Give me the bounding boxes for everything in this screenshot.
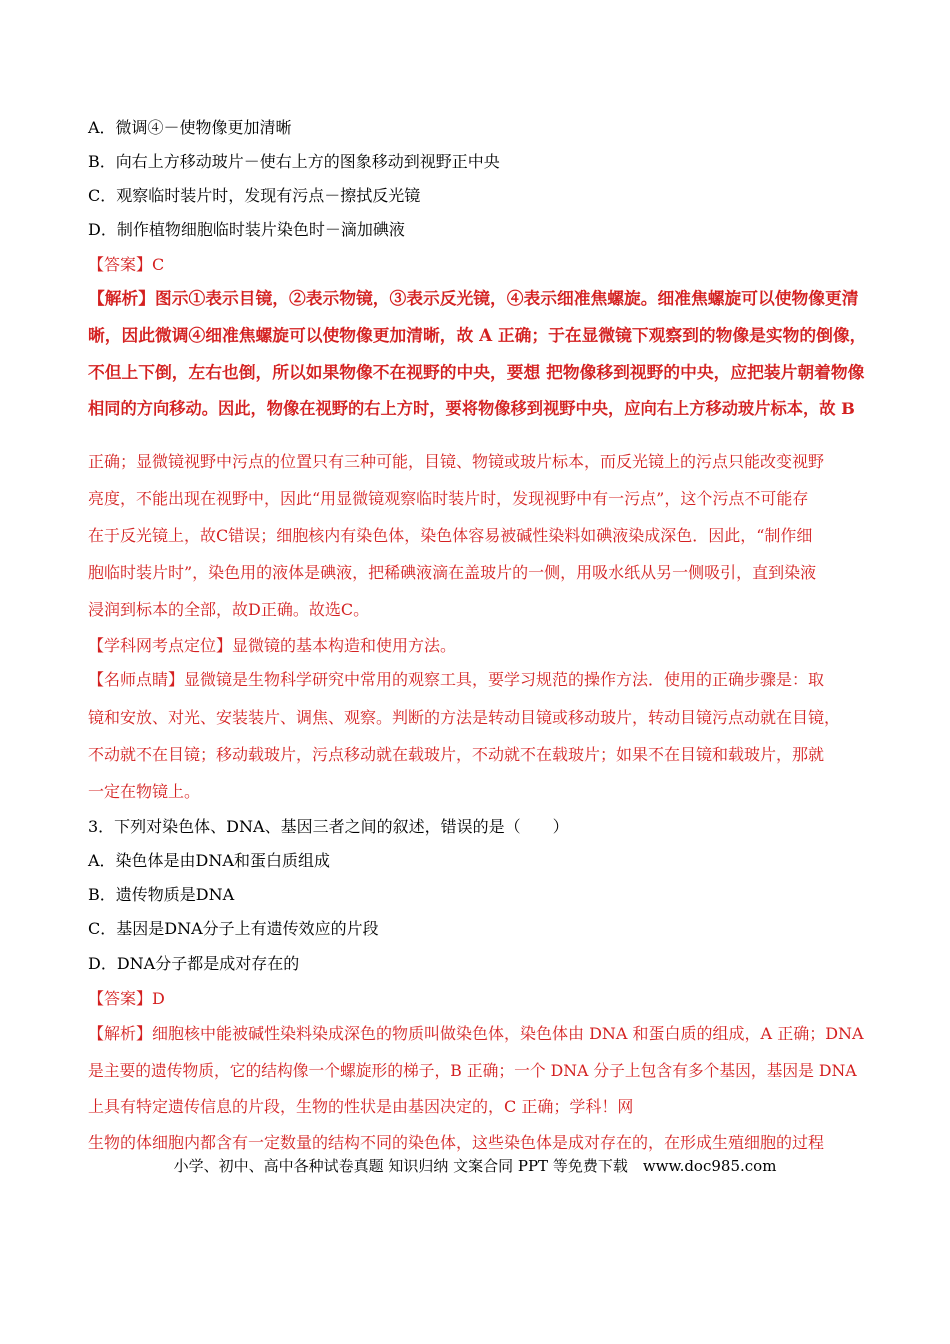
dianjing-line: 镜和安放、对光、安装装片、调焦、观察。判断的方法是转动目镜或移动玻片，转动目镜污点动就在目镜，: [88, 708, 841, 727]
option-c: C．观察临时装片时，发现有污点－擦拭反光镜: [88, 186, 421, 205]
analysis-line: 浸润到标本的全部，故D正确。故选C。: [88, 600, 370, 619]
analysis-line: 【解析】细胞核中能被碱性染料染成深色的物质叫做染色体，染色体由 DNA 和蛋白质的组成，A 正确；DNA: [88, 1024, 864, 1043]
analysis-line: 在于反光镜上，故C错误；细胞核内有染色体，染色体容易被碱性染料如碘液染成深色．因此，“制作细: [88, 526, 813, 545]
analysis-line: 【解析】图示①表示目镜，②表示物镜，③表示反光镜，④表示细准焦螺旋。细准焦螺旋可以使物像更清: [88, 288, 859, 308]
analysis-line: 胞临时装片时”，染色用的液体是碘液，把稀碘液滴在盖玻片的一侧，用吸水纸从另一侧吸引，直到染液: [88, 563, 817, 582]
analysis-line: 晰，因此微调④细准焦螺旋可以使物像更加清晰，故 A 正确；于在显微镜下观察到的物像是实物的倒像，: [88, 325, 867, 345]
analysis-line: 相同的方向移动。因此，物像在视野的右上方时，要将物像移到视野中央，应向右上方移动玻片标本，故 B: [88, 399, 855, 418]
answer-label: 【答案】D: [88, 989, 165, 1008]
option-d: D．DNA分子都是成对存在的: [88, 954, 300, 973]
footer-text: 小学、初中、高中各种试卷真题 知识归纳 文案合同 PPT 等免费下载 www.doc985.com: [173, 1157, 777, 1175]
option-c: C．基因是DNA分子上有遗传效应的片段: [88, 919, 379, 938]
kaodian-line: 【学科网考点定位】显微镜的基本构造和使用方法。: [88, 636, 457, 655]
dianjing-line: 【名师点睛】显微镜是生物科学研究中常用的观察工具，要学习规范的操作方法．使用的正确步骤是：取: [88, 670, 825, 689]
answer-label: 【答案】C: [88, 255, 165, 274]
analysis-line: 正确；显微镜视野中污点的位置只有三种可能，目镜、物镜或玻片标本，而反光镜上的污点只能改变视野: [88, 452, 825, 471]
option-b: B．向右上方移动玻片－使右上方的图象移动到视野正中央: [88, 152, 500, 171]
dianjing-line: 一定在物镜上。: [88, 782, 201, 801]
dianjing-line: 不动就不在目镜；移动载玻片，污点移动就在载玻片，不动就不在载玻片；如果不在目镜和载玻片，那就: [88, 745, 825, 764]
analysis-line: 不但上下倒，左右也倒，所以如果物像不在视野的中央，要想 把物像移到视野的中央，应把装片朝着物像: [88, 362, 865, 382]
analysis-line: 是主要的遗传物质，它的结构像一个螺旋形的梯子，B 正确；一个 DNA 分子上包含有多个基因，基因是 DNA: [88, 1061, 857, 1080]
question-3: 3．下列对染色体、DNA、基因三者之间的叙述，错误的是（ ）: [88, 817, 569, 836]
analysis-line: 亮度，不能出现在视野中，因此“用显微镜观察临时装片时，发现视野中有一污点”，这个污点不可能存: [88, 489, 809, 508]
analysis-line: 生物的体细胞内都含有一定数量的结构不同的染色体，这些染色体是成对存在的，在形成生殖细胞的过程: [88, 1133, 825, 1152]
analysis-line: 上具有特定遗传信息的片段，生物的性状是由基因决定的，C 正确；学科！网: [88, 1097, 634, 1116]
option-b: B．遗传物质是DNA: [88, 885, 235, 904]
option-a: A．染色体是由DNA和蛋白质组成: [88, 851, 330, 870]
option-a: A．微调④－使物像更加清晰: [88, 118, 292, 137]
option-d: D．制作植物细胞临时装片染色时－滴加碘液: [88, 220, 405, 239]
